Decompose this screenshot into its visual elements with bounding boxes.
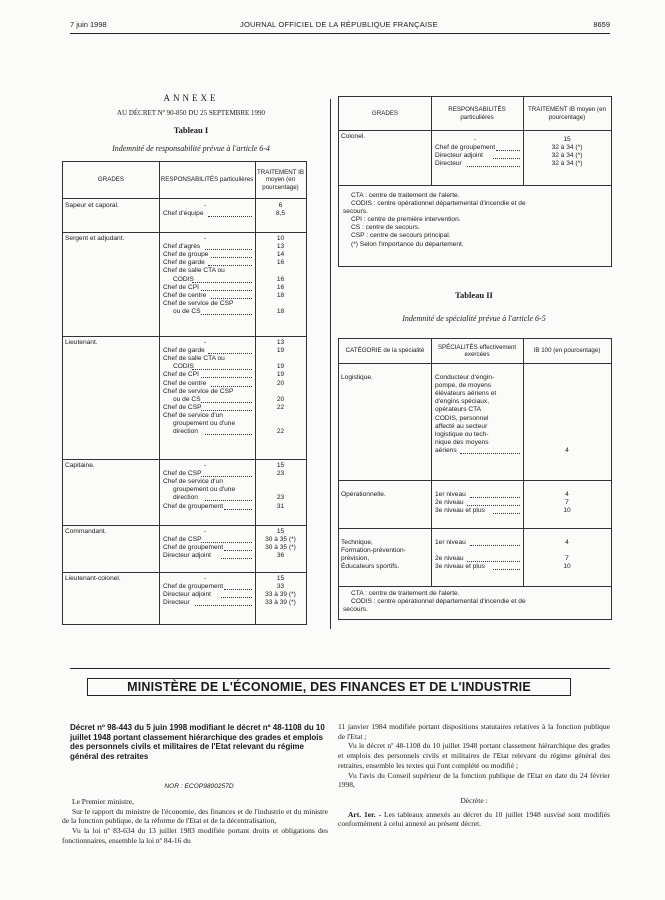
cell-value: 33 à 39 (*)	[265, 599, 296, 607]
cell-responsabilite: Chef de salle CTA ou	[163, 267, 225, 275]
cell-specialite: 1er niveau	[435, 539, 466, 546]
table-group	[339, 364, 611, 480]
cell-value: 22	[276, 403, 285, 411]
leader-dots	[201, 314, 252, 315]
cell-value: 36	[276, 552, 285, 560]
cell-responsabilite: Directeur	[163, 599, 190, 607]
cell-responsabilite: Chef de garde	[163, 347, 205, 355]
annexe-subtitle: AU DÉCRET Nº 90-850 DU 25 SEPTEMBRE 1990	[116, 109, 266, 117]
cell-specialite: CODIS, personnel	[435, 414, 489, 422]
header-journal-title: JOURNAL OFFICIEL DE LA RÉPUBLIQUE FRANÇAISE	[240, 20, 438, 29]
leader-dots	[470, 497, 520, 498]
column-header: CATÉGORIE de la spécialité	[345, 347, 425, 355]
column-header: GRADES	[97, 176, 125, 184]
table-group	[63, 336, 306, 460]
leader-dots	[201, 290, 252, 291]
leader-dots	[221, 597, 252, 598]
cell-value: 13	[276, 339, 285, 346]
cell-categorie: Éducateurs sportifs.	[341, 563, 400, 571]
cell-value: 18	[276, 307, 285, 315]
cell-value: 23	[276, 494, 285, 502]
leader-dots	[201, 410, 252, 411]
cell-responsabilite: Chef de groupement	[163, 502, 224, 510]
article-1-label: Art. 1er. -	[348, 809, 382, 819]
cell-value: 15	[276, 528, 285, 535]
leader-dots	[208, 216, 252, 217]
article-1	[338, 810, 610, 829]
table-group	[63, 459, 306, 526]
tableau-2-heading	[338, 290, 610, 323]
cell-responsabilite: Chef de service d'un	[163, 478, 223, 486]
cell-value: 20	[276, 379, 285, 387]
decree-title: Décret nº 98-443 du 5 juin 1998 modifiant le décret nº 48-1108 du 10 juillet 1948 portant classement hiérarchique des grades et emplois des personnels civils et militaires de l'Etat relevant du régime général des retraites	[70, 723, 325, 761]
cell-grade: Colonel.	[341, 133, 366, 140]
cell-value: 30 à 35 (*)	[265, 536, 296, 544]
table-specialite	[338, 338, 612, 620]
header-date: 7 juin 1998	[70, 20, 107, 29]
cell-responsabilite: Chef de CSP	[163, 536, 202, 544]
cell-specialite: 2e niveau	[435, 499, 464, 507]
page-header	[70, 20, 610, 34]
cell-responsabilite: groupement ou d'une	[173, 420, 236, 427]
decrete-label: Décrète :	[460, 795, 488, 805]
cell-value: 15	[276, 575, 285, 582]
cell-responsabilite: Chef d'équipe	[163, 210, 204, 218]
cell-responsabilite: Chef de CSP	[163, 470, 202, 478]
body-paragraph: Vu l'avis du Conseil supérieur de la fonction publique de l'Etat en date du 24 février 1998,	[338, 770, 610, 790]
leader-dots	[205, 434, 252, 435]
cell-specialite: 3e niveau et plus	[435, 563, 485, 571]
leader-dots	[460, 453, 520, 454]
cell-value: 32 à 34 (*)	[551, 144, 583, 152]
cell-value: 13	[276, 243, 285, 251]
tableau-1-caption: Indemnité de responsabilité prévue à l'article 6-4	[112, 144, 270, 153]
cell-responsabilite: direction	[173, 428, 198, 436]
cell-responsabilite: Directeur adjoint	[163, 552, 212, 560]
note-line: secours.	[343, 606, 368, 614]
note-line: secours.	[343, 208, 368, 216]
cell-responsabilite: Chef de service de CSP	[163, 299, 234, 307]
cell-value: 4	[565, 539, 569, 546]
leader-dots	[192, 282, 253, 283]
cell-value: 10	[276, 235, 285, 242]
cell-value: 33 à 39 (*)	[265, 591, 296, 599]
leader-dots	[493, 513, 520, 514]
tableau-2-caption: Indemnité de spécialité prévue à l'article 6-5	[402, 314, 546, 323]
cell-responsabilite: Chef de groupe	[163, 251, 209, 259]
decree-body-left	[62, 797, 328, 846]
cell-dash: -	[204, 339, 207, 346]
body-paragraph: 11 janvier 1984 modifiée portant dispositions statutaires relatives à la fonction publique de l'Etat ;	[338, 722, 610, 741]
table-group	[63, 525, 306, 573]
cell-value: 4	[565, 446, 569, 454]
leader-dots	[224, 550, 252, 551]
cell-responsabilite: Directeur adjoint	[435, 152, 484, 160]
leader-dots	[201, 542, 252, 543]
decree-nor: NOR : ECOP9800257D	[164, 783, 234, 790]
cell-responsabilite: Chef de centre	[163, 379, 207, 387]
cell-dash: -	[204, 202, 207, 209]
cell-responsabilite: groupement ou d'une	[173, 486, 236, 494]
note-line: CS : centre de secours.	[351, 224, 420, 232]
cell-specialite: aériens	[435, 446, 457, 454]
cell-specialite: logistique ou tech-	[435, 430, 489, 438]
cell-responsabilite: Chef de centre	[163, 291, 207, 299]
cell-value: 30 à 35 (*)	[265, 544, 296, 552]
cell-grade: Sergent et adjudant.	[65, 235, 125, 242]
table-group	[63, 200, 306, 232]
cell-dash: -	[204, 575, 207, 582]
table-group	[63, 572, 306, 625]
table-responsabilite-continued	[338, 96, 612, 267]
leader-dots	[201, 402, 252, 403]
cell-responsabilite: Chef d'agrès	[163, 243, 201, 251]
cell-specialite: 3e niveau et plus	[435, 507, 485, 515]
leader-dots	[493, 569, 520, 570]
cell-specialite: opérateurs CTA	[435, 406, 482, 414]
cell-specialite: nique des moyens	[435, 438, 489, 446]
table-header	[339, 339, 611, 364]
cell-grade: Lieutenant.	[65, 339, 98, 346]
leader-dots	[224, 509, 252, 510]
cell-value: 14	[276, 251, 285, 259]
cell-specialite: élévateurs aériens et	[435, 390, 497, 398]
cell-value: 16	[276, 275, 285, 283]
leader-dots	[224, 589, 252, 590]
leader-dots	[467, 505, 520, 506]
cell-responsabilite: Directeur adjoint	[163, 591, 212, 599]
table-notes	[339, 185, 611, 266]
cell-value: 16	[276, 259, 285, 267]
cell-value: 16	[276, 283, 285, 291]
cell-responsabilite: CODIS	[173, 363, 194, 371]
tableau-2-title: Tableau II	[455, 290, 493, 300]
cell-responsabilite: Chef de service de CSP	[163, 387, 234, 395]
annexe-heading	[60, 93, 322, 153]
cell-responsabilite: Chef de groupement	[435, 144, 496, 152]
cell-value: 19	[276, 347, 285, 355]
cell-value: 32 à 34 (*)	[551, 160, 583, 168]
cell-value: 7	[565, 555, 569, 563]
cell-value: 6	[278, 202, 283, 209]
leader-dots	[211, 386, 252, 387]
cell-responsabilite: Chef de groupement	[163, 583, 224, 591]
column-header: RESPONSABILITÉS particulières	[448, 106, 506, 121]
table-group	[63, 232, 306, 337]
cell-specialite: 2e niveau	[435, 555, 464, 563]
cell-responsabilite: Chef de salle CTA ou	[163, 355, 225, 363]
cell-value: 10	[563, 507, 571, 515]
cell-value: 23	[276, 470, 285, 478]
cell-responsabilite: Chef de groupement	[163, 544, 224, 552]
cell-value: 32 à 34 (*)	[551, 152, 583, 160]
tableau-1-title: Tableau I	[173, 125, 209, 135]
cell-categorie: Logistique.	[341, 374, 373, 381]
cell-grade: Commandant.	[65, 528, 107, 535]
cell-responsabilite: ou de CS	[173, 307, 201, 315]
decree-body-right	[338, 722, 610, 829]
header-page-number: 8659	[593, 20, 610, 29]
cell-responsabilite: Chef de CPI	[163, 283, 199, 291]
table-header	[63, 162, 306, 199]
cell-categorie: Formation-prévention-	[341, 547, 406, 555]
cell-specialite: affecté au secteur	[435, 422, 488, 430]
leader-dots	[201, 377, 252, 378]
annexe-title: ANNEXE	[163, 93, 219, 103]
cell-dash: -	[204, 462, 207, 469]
cell-specialite: 1er niveau	[435, 491, 466, 498]
table-responsabilite	[62, 161, 307, 625]
note-line: CTA : centre de traitement de l'alerte.	[351, 590, 460, 597]
cell-specialite: pompe, de moyens	[435, 382, 492, 390]
note-line: CODIS : centre opérationnel départemental d'incendie et de	[351, 598, 526, 606]
cell-responsabilite: CODIS	[173, 275, 194, 283]
table-group	[339, 131, 611, 183]
leader-dots	[211, 298, 252, 299]
leader-dots	[221, 558, 252, 559]
cell-categorie: Technique,	[341, 539, 373, 546]
cell-responsabilite: Chef de CSP	[163, 403, 202, 411]
leader-dots	[467, 561, 520, 562]
table-group	[339, 528, 611, 586]
cell-responsabilite: Chef de service d'un	[163, 411, 223, 419]
cell-value: 19	[276, 363, 285, 371]
ministry-banner: MINISTÈRE DE L'ÉCONOMIE, DES FINANCES ET DE L'INDUSTRIE	[87, 678, 571, 696]
cell-value: 33	[276, 583, 285, 591]
cell-value: 19	[276, 371, 285, 379]
note-line: (*) Selon l'importance du département.	[351, 240, 464, 248]
note-line: CODIS : centre opérationnel départemental d'incendie et de	[351, 200, 526, 208]
leader-dots	[192, 369, 253, 370]
cell-responsabilite: direction	[173, 494, 198, 502]
cell-value: 31	[276, 502, 285, 510]
note-line: CTA : centre de traitement de l'alerte.	[351, 192, 460, 199]
leader-dots	[493, 158, 520, 159]
cell-responsabilite: ou de CS	[173, 395, 201, 403]
cell-value: 4	[565, 491, 569, 498]
cell-value: 22	[276, 428, 285, 436]
cell-value: 15	[276, 462, 285, 469]
leader-dots	[467, 166, 520, 167]
article-1-text: Les tableaux annexés au décret du 10 juillet 1948 susvisé sont modifiés conformément à celui annexé au présent décret.	[338, 809, 610, 829]
note-line: CSP : centre de secours principal.	[351, 232, 451, 240]
cell-value: 18	[276, 291, 285, 299]
note-line: CPI : centre de première intervention.	[351, 216, 461, 224]
cell-responsabilite: Chef de garde	[163, 259, 205, 267]
body-paragraph: Vu le décret nº 48-1108 du 10 juillet 1948 portant classement hiérarchique des grades et emplois des personnels civils et militaires de l'Etat relevant du régime général des retraites, ensemble les textes qui l'ont complété ou modifié ;	[338, 741, 610, 770]
leader-dots	[470, 545, 520, 546]
leader-dots	[205, 249, 252, 250]
column-header: IB 100 (en pourcentage)	[533, 347, 601, 355]
column-header: RESPONSABILITÉS particulières	[160, 176, 254, 184]
leader-dots	[496, 150, 520, 151]
body-paragraph: Vu la loi nº 83-634 du 13 juillet 1983 modifiée portant droits et obligations des fonctionnaires, ensemble la loi nº 84-16 du	[62, 826, 328, 845]
cell-value: 20	[276, 395, 285, 403]
cell-responsabilite: Directeur	[435, 160, 462, 168]
leader-dots	[195, 605, 252, 606]
leader-dots	[201, 476, 252, 477]
cell-categorie: Opérationnelle.	[341, 491, 386, 498]
table-group	[339, 480, 611, 529]
cell-specialite: Conducteur d'engin-	[435, 374, 495, 381]
cell-value: 15	[563, 136, 571, 143]
column-divider	[330, 99, 331, 629]
column-header: TRAITEMENT IB moyen (en pourcentage)	[528, 106, 606, 121]
column-header: TRAITEMENT IB moyen (en pourcentage)	[257, 169, 304, 191]
cell-value: 7	[565, 499, 569, 507]
column-header: GRADES	[371, 109, 399, 117]
leader-dots	[205, 500, 252, 501]
cell-dash: -	[474, 136, 477, 143]
header-rule	[70, 33, 610, 34]
leader-dots	[208, 353, 252, 354]
cell-grade: Sapeur et caporal.	[65, 202, 119, 209]
leader-dots	[208, 265, 252, 266]
leader-dots	[211, 257, 252, 258]
table-header	[339, 97, 611, 131]
cell-specialite: d'engins spéciaux,	[435, 398, 490, 406]
cell-dash: -	[204, 528, 207, 535]
cell-categorie: prévision,	[341, 555, 370, 563]
cell-value: 10	[563, 563, 571, 571]
cell-responsabilite: Chef de CPI	[163, 371, 199, 379]
cell-value: 8,5	[275, 210, 286, 218]
cell-grade: Capitaine.	[65, 462, 95, 469]
body-paragraph: Sur le rapport du ministre de l'économie, des finances et de l'industrie et du ministre de la fonction publique, de la réforme de l'Etat et de la décentralisation,	[62, 806, 328, 826]
section-rule	[70, 668, 610, 669]
body-paragraph: Le Premier ministre,	[72, 797, 134, 806]
cell-grade: Lieutenant-colonel.	[65, 575, 121, 582]
cell-dash: -	[204, 235, 207, 242]
column-header: SPÉCIALITÉS effectivement exercées	[437, 343, 517, 358]
table-notes	[339, 586, 611, 619]
